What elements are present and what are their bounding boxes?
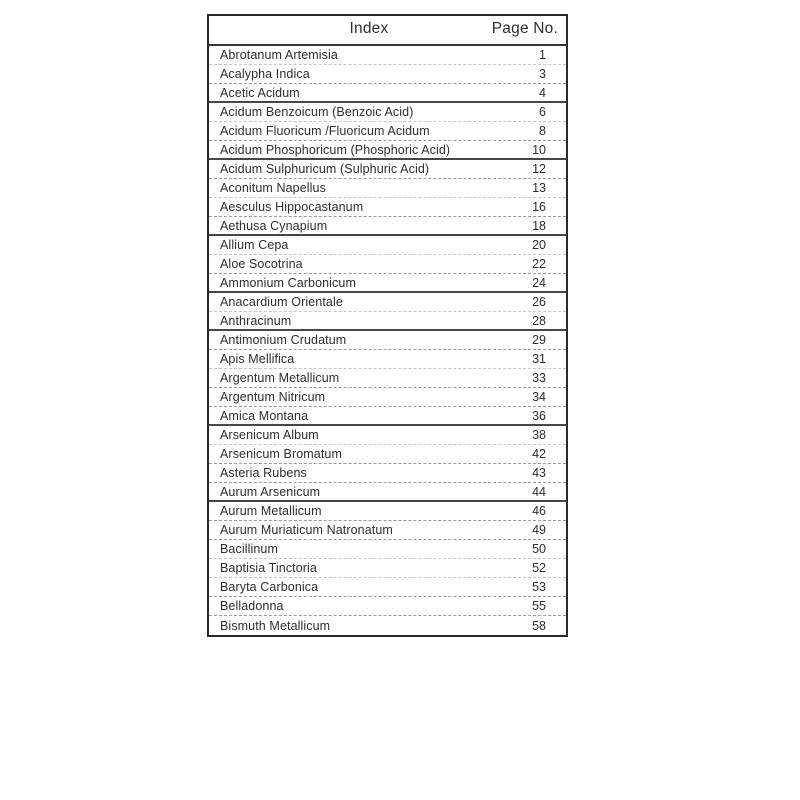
remedy-name: Argentum Metallicum: [220, 371, 340, 385]
remedy-name: Acidum Phosphoricum (Phosphoric Acid): [220, 142, 451, 157]
page-number: 29: [532, 333, 546, 347]
table-row: [209, 217, 566, 236]
table-row: [209, 236, 566, 255]
remedy-name: Bacillinum: [220, 542, 278, 556]
page-number: 53: [532, 580, 546, 594]
table-row: [209, 521, 566, 540]
table-row: [209, 65, 566, 84]
table-row: [209, 46, 566, 65]
page-number: 43: [532, 466, 546, 480]
page-number: 38: [532, 428, 546, 442]
remedy-name: Antimonium Crudatum: [220, 333, 347, 347]
page-number: 34: [532, 390, 546, 404]
page-number: 50: [532, 542, 546, 556]
remedy-name: Amica Montana: [220, 408, 309, 423]
table-row: [209, 369, 566, 388]
page-number: 12: [532, 162, 546, 176]
remedy-name: Baryta Carbonica: [220, 580, 319, 594]
table-row: [209, 179, 566, 198]
page-number: 44: [532, 484, 546, 499]
page-number: 16: [532, 200, 546, 214]
page-number: 31: [532, 352, 546, 366]
table-row: [209, 122, 566, 141]
page-number: 46: [532, 504, 546, 518]
remedy-name: Acidum Benzoicum (Benzoic Acid): [220, 105, 414, 119]
table-row: [209, 103, 566, 122]
remedy-name: Aethusa Cynapium: [220, 218, 328, 233]
remedy-name: Arsenicum Bromatum: [220, 447, 342, 461]
index-table: [207, 14, 568, 637]
table-row: [209, 312, 566, 331]
remedy-name: Ammonium Carbonicum: [220, 275, 356, 290]
remedy-name: Acalypha Indica: [220, 67, 310, 81]
table-header-row: [209, 16, 566, 46]
remedy-name: Aconitum Napellus: [220, 181, 326, 195]
table-row: [209, 426, 566, 445]
page-number: 24: [532, 275, 546, 290]
table-row: [209, 597, 566, 616]
remedy-name: Asteria Rubens: [220, 466, 307, 480]
table-row: [209, 407, 566, 426]
page-number: 6: [539, 105, 546, 119]
table-row: [209, 388, 566, 407]
table-row: [209, 198, 566, 217]
page-number: 42: [532, 447, 546, 461]
remedy-name: Aurum Arsenicum: [220, 484, 321, 499]
remedy-name: Argentum Nitricum: [220, 390, 326, 404]
table-row: [209, 331, 566, 350]
remedy-name: Bismuth Metallicum: [220, 618, 331, 633]
page-number: 26: [532, 295, 546, 309]
table-row: [209, 350, 566, 369]
table-row: [209, 445, 566, 464]
remedy-name: Acidum Fluoricum /Fluoricum Acidum: [220, 124, 430, 138]
remedy-name: Acidum Sulphuricum (Sulphuric Acid): [220, 162, 430, 176]
table-row: [209, 578, 566, 597]
page-number: 8: [539, 124, 546, 138]
table-row: [209, 293, 566, 312]
page-number: 4: [539, 85, 546, 100]
table-row: [209, 502, 566, 521]
page-number: 33: [532, 371, 546, 385]
page-number: 1: [539, 48, 546, 62]
remedy-name: Belladonna: [220, 599, 284, 613]
remedy-name: Anthracinum: [220, 313, 292, 328]
remedy-name: Aurum Metallicum: [220, 504, 322, 518]
remedy-name: Allium Cepa: [220, 238, 289, 252]
table-row: [209, 483, 566, 502]
table-row: [209, 274, 566, 293]
page-number: 18: [532, 218, 546, 233]
table-row: [209, 464, 566, 483]
remedy-name: Arsenicum Album: [220, 428, 319, 442]
index-column-header: Index: [349, 20, 389, 37]
remedy-name: Apis Mellifica: [220, 352, 295, 366]
page-number: 22: [532, 257, 546, 271]
remedy-name: Anacardium Orientale: [220, 295, 343, 309]
page-number: 55: [532, 599, 546, 613]
table-row: [209, 540, 566, 559]
page-number: 52: [532, 561, 546, 575]
table-row: [209, 616, 566, 635]
table-row: [209, 141, 566, 160]
remedy-name: Acetic Acidum: [220, 85, 300, 100]
page-number: 49: [532, 523, 546, 537]
remedy-name: Aurum Muriaticum Natronatum: [220, 523, 393, 537]
remedy-name: Aloe Socotrina: [220, 257, 303, 271]
table-row: [209, 255, 566, 274]
remedy-name: Abrotanum Artemisia: [220, 48, 338, 62]
remedy-name: Baptisia Tinctoria: [220, 561, 317, 575]
table-row: [209, 559, 566, 578]
table-row: [209, 84, 566, 103]
page-number: 13: [532, 181, 546, 195]
page-number: 3: [539, 67, 546, 81]
page-number: 10: [532, 142, 546, 157]
page-number: 20: [532, 238, 546, 252]
page-number: 28: [532, 313, 546, 328]
page-number: 36: [532, 408, 546, 423]
table-row: [209, 160, 566, 179]
page-number: 58: [532, 618, 546, 633]
remedy-name: Aesculus Hippocastanum: [220, 200, 364, 214]
table-body: [209, 46, 566, 635]
page-no-column-header: Page No.: [491, 20, 558, 37]
